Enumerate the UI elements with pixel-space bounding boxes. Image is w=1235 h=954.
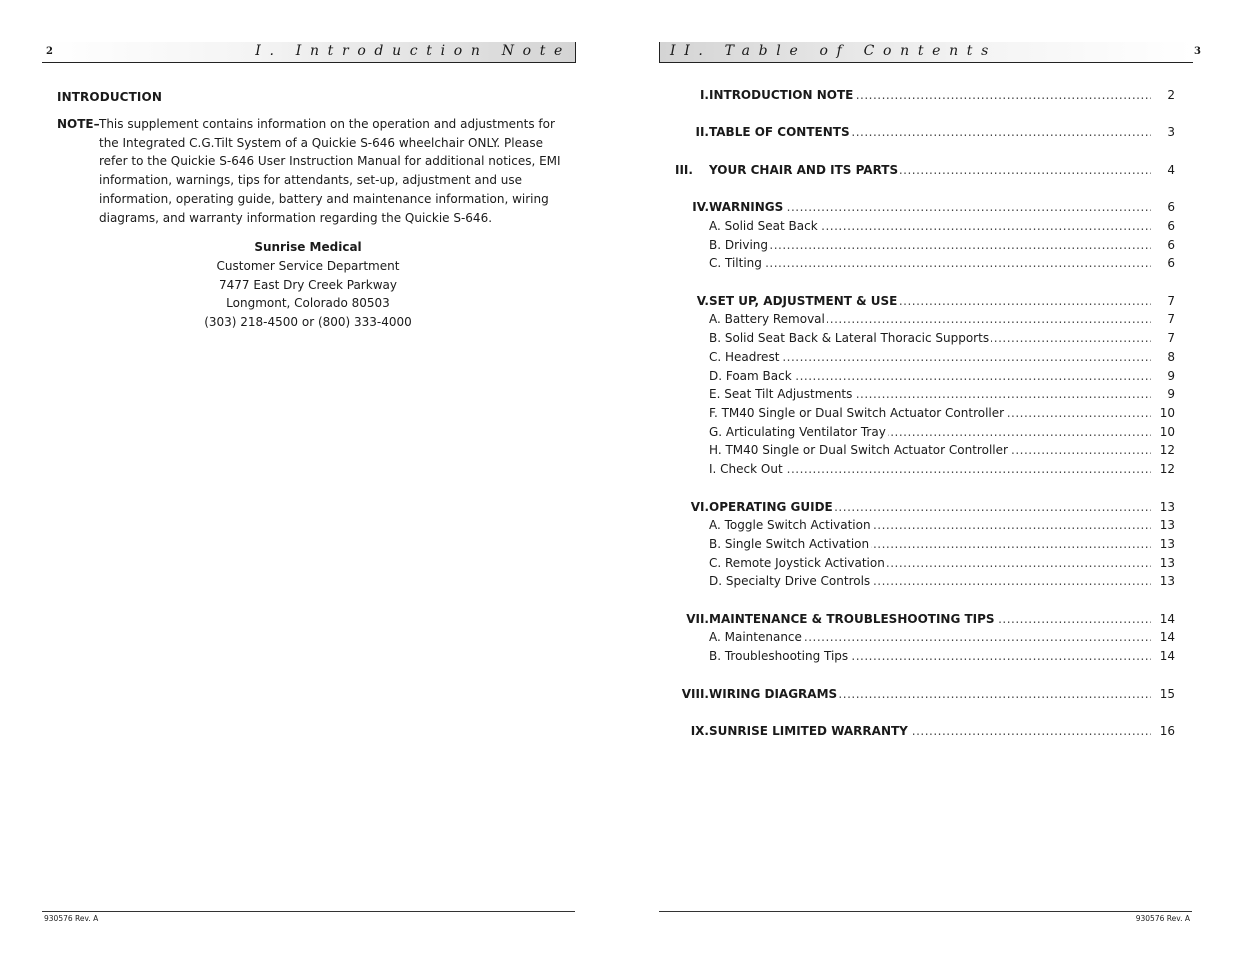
toc-section-number: VI. [690,500,709,514]
address-city: Longmont, Colorado 80503 [226,296,390,311]
toc-page-number: 6 [1167,200,1175,214]
toc-entry-leader [709,425,1151,443]
toc-entry-title: C. Headrest [709,350,780,364]
toc-page-number: 10 [1159,406,1175,420]
address-company: Sunrise Medical [254,240,362,254]
toc-page-number: 3 [1167,125,1175,139]
toc-entry-leader [709,518,1151,536]
toc-entry-title: TABLE OF CONTENTS [709,125,850,139]
toc-entry-title: G. Articulating Ventilator Tray [709,425,886,439]
toc-subsection-row [617,462,1235,480]
toc-page-number: 2 [1167,88,1175,102]
toc-entry-leader [709,687,1151,705]
toc-page-number: 7 [1167,331,1175,345]
toc-page-number: 12 [1159,443,1175,457]
toc-entry-leader [709,369,1151,387]
toc-entry-title: A. Battery Removal [709,312,825,326]
toc-section-row [617,612,1235,630]
toc-page-number: 6 [1167,219,1175,233]
toc-entry-title: E. Seat Tilt Adjustments [709,387,853,401]
toc-entry-leader [709,387,1151,405]
toc-entry-leader [709,612,1151,630]
toc-subsection-row [617,387,1235,405]
toc-page-number: 9 [1167,369,1175,383]
toc-subsection-row [617,518,1235,536]
toc-entry-title: C. Remote Joystick Activation [709,556,885,570]
toc-section-number: VIII. [681,687,709,701]
toc-entry-leader [709,537,1151,555]
toc-page-number: 15 [1159,687,1175,701]
toc-page-number: 13 [1159,500,1175,514]
toc-entry-title: SET UP, ADJUSTMENT & USE [709,294,898,308]
right-page-title: II. Table of Contents [670,43,997,59]
toc-section-row [617,724,1235,742]
toc-entry-leader [709,630,1151,648]
right-page-number: 3 [1194,46,1201,57]
toc-section-row [617,125,1235,143]
toc-subsection-row [617,406,1235,424]
right-page-header [659,42,1201,63]
toc-entry-leader [709,238,1151,256]
toc-entry-leader [709,256,1151,274]
toc-subsection-row [617,369,1235,387]
toc-entry-leader [709,312,1151,330]
toc-page-number: 16 [1159,724,1175,738]
right-footer-rule [659,911,1192,912]
toc-page-number: 13 [1159,537,1175,551]
toc-entry-leader [709,331,1151,349]
toc-entry-leader [709,724,1151,742]
toc-page-number: 9 [1167,387,1175,401]
toc-page-number: 10 [1159,425,1175,439]
toc-entry-leader [709,219,1151,237]
toc-entry-leader [709,163,1151,181]
toc-entry-leader [709,294,1151,312]
toc-entry-leader [709,88,1151,106]
toc-section-number: IV. [692,200,709,214]
toc-entry-title: A. Maintenance [709,630,802,644]
toc-page-number: 13 [1159,556,1175,570]
note-text: This supplement contains information on the operation and adjustments for the Integrated C.G.Tilt System of a Quickie S-646 wheelchair ONLY. Please refer to the Quickie S-646 User Instruction Manual for additional notices, EMI information, warnings, tips for attendants, set-up, adjustment and use information, operating guide, battery and maintenance information, wiring diagrams, and warranty information regarding the Quickie S-646. [99,117,561,225]
toc-page-number: 13 [1159,574,1175,588]
toc-entry-title: I. Check Out [709,462,783,476]
toc-subsection-row [617,219,1235,237]
left-page-title: I. Introduction Note [255,43,571,59]
toc-entry-leader [709,200,1151,218]
toc-subsection-row [617,312,1235,330]
toc-entry-leader [709,406,1151,424]
right-footer-revision: 930576 Rev. A [1135,914,1190,923]
note-label: NOTE– [57,117,100,131]
toc-section-number: I. [699,88,709,102]
toc-entry-leader [709,443,1151,461]
toc-page-number: 12 [1159,462,1175,476]
toc-subsection-row [617,649,1235,667]
toc-subsection-row [617,425,1235,443]
toc-page-number: 7 [1167,294,1175,308]
toc-entry-title: C. Tilting [709,256,762,270]
toc-section-number: III. [675,163,693,177]
toc-entry-leader [709,350,1151,368]
toc-section-row [617,500,1235,518]
toc-entry-title: B. Driving [709,238,769,252]
toc-page-number: 14 [1159,612,1175,626]
toc-page-number: 14 [1159,649,1175,663]
introduction-heading: INTRODUCTION [57,90,162,104]
toc-entry-leader [709,462,1151,480]
toc-subsection-row [617,350,1235,368]
toc-entry-title: B. Solid Seat Back & Lateral Thoracic Supports [709,331,990,345]
toc-section-row [617,163,1235,181]
toc-entry-title: INTRODUCTION NOTE [709,88,854,102]
toc-subsection-row [617,574,1235,592]
toc-entry-title: B. Troubleshooting Tips [709,649,849,663]
toc-entry-title: OPERATING GUIDE [709,500,833,514]
toc-section-row [617,200,1235,218]
toc-subsection-row [617,238,1235,256]
toc-page-number: 8 [1167,350,1175,364]
toc-section-number: V. [696,294,709,308]
toc-entry-leader [709,556,1151,574]
toc-page-number: 14 [1159,630,1175,644]
note-paragraph [57,115,567,227]
toc-entry-leader [709,500,1151,518]
toc-entry-title: YOUR CHAIR AND ITS PARTS [709,163,899,177]
toc-section-number: IX. [690,724,709,738]
toc-entry-title: D. Specialty Drive Controls [709,574,871,588]
toc-section-number: VII. [686,612,709,626]
toc-entry-leader [709,649,1151,667]
toc-page-number: 7 [1167,312,1175,326]
toc-subsection-row [617,537,1235,555]
toc-entry-leader [709,125,1151,143]
address-street: 7477 East Dry Creek Parkway [219,277,397,292]
address-department: Customer Service Department [216,258,400,273]
toc-page-number: 13 [1159,518,1175,532]
left-page-number: 2 [46,46,53,57]
toc-entry-title: MAINTENANCE & TROUBLESHOOTING TIPS [709,612,995,626]
toc-entry-title: D. Foam Back [709,369,792,383]
toc-entry-title: A. Solid Seat Back [709,219,818,233]
toc-subsection-row [617,556,1235,574]
toc-entry-leader [709,574,1151,592]
toc-entry-title: F. TM40 Single or Dual Switch Actuator Controller [709,406,1005,420]
toc-entry-title: WARNINGS [709,200,784,214]
toc-section-number: II. [695,125,709,139]
left-page [0,0,617,954]
left-footer-revision: 930576 Rev. A [44,914,99,923]
toc-subsection-row [617,630,1235,648]
left-footer-rule [42,911,575,912]
toc-subsection-row [617,443,1235,461]
toc-section-row [617,88,1235,106]
address-phone: (303) 218-4500 or (800) 333-4000 [204,315,412,330]
toc-page-number: 6 [1167,256,1175,270]
toc-entry-title: H. TM40 Single or Dual Switch Actuator Controller [709,443,1008,457]
toc-page-number: 6 [1167,238,1175,252]
toc-entry-title: A. Toggle Switch Activation [709,518,871,532]
toc-entry-title: WIRING DIAGRAMS [709,687,838,701]
toc-section-row [617,294,1235,312]
toc-entry-title: SUNRISE LIMITED WARRANTY [709,724,908,738]
toc-subsection-row [617,331,1235,349]
left-page-header [42,42,576,63]
contact-address [158,238,458,332]
toc-section-row [617,687,1235,705]
toc-page-number: 4 [1167,163,1175,177]
right-page [617,0,1235,954]
toc-entry-title: B. Single Switch Activation [709,537,870,551]
toc-subsection-row [617,256,1235,274]
